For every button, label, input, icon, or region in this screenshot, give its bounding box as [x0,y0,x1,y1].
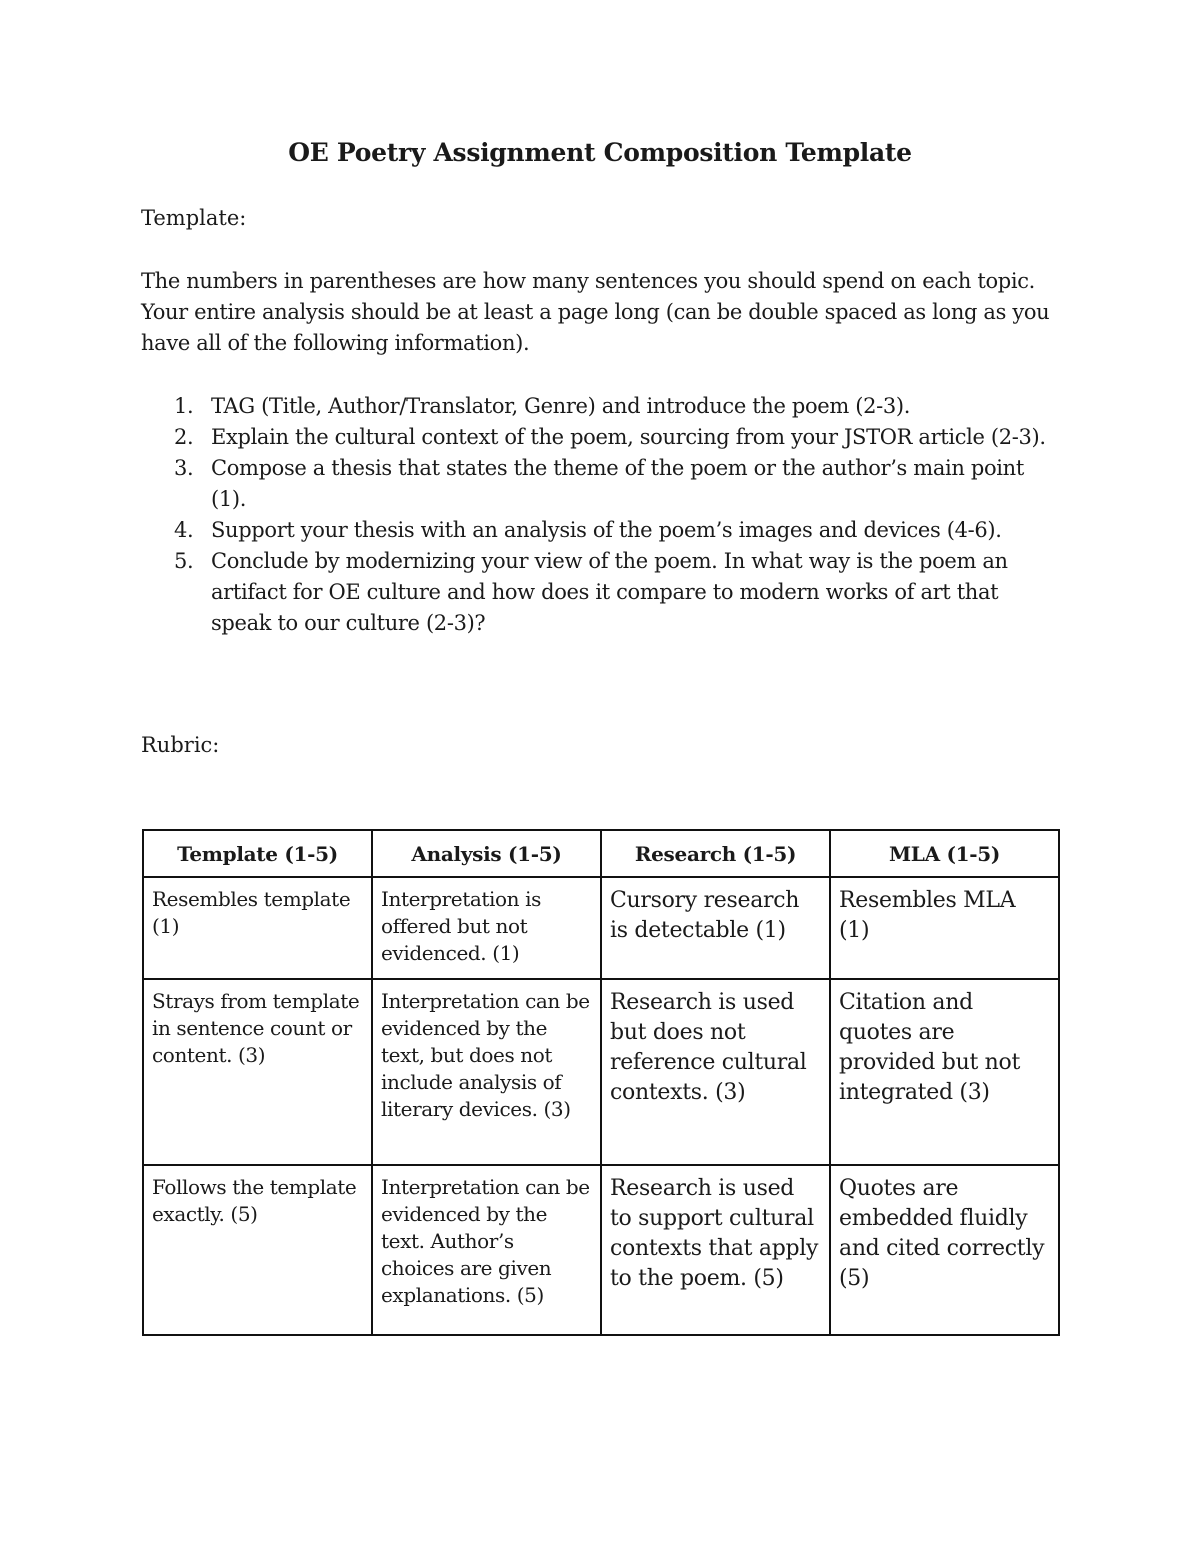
rubric-label: Rubric: [141,733,220,757]
header-research: Research (1-5) [601,830,830,877]
rubric-cell: Cursory research is detectable (1) [601,877,830,979]
rubric-cell: Interpretation can be evidenced by the text. Author’s choices are given explanations. (5) [372,1165,601,1335]
rubric-header-row [143,830,1059,877]
step-number: 3. [174,456,194,480]
step-text: TAG (Title, Author/Translator, Genre) and introduce the poem (2-3). [211,394,911,418]
rubric-cell: Resembles MLA (1) [830,877,1059,979]
steps-list [141,391,1061,639]
rubric-cell: Follows the template exactly. (5) [143,1165,372,1335]
intro-paragraph: The numbers in parentheses are how many sentences you should spend on each topic. Your entire analysis should be at least a page long (can be double spaced as long as you have all of the following information). [141,269,1050,355]
rubric-cell: Research is used to support cultural contexts that apply to the poem. (5) [601,1165,830,1335]
step-item [141,515,1061,546]
template-label: Template: [141,206,247,230]
rubric-row [143,979,1059,1165]
header-mla: MLA (1-5) [830,830,1059,877]
step-number: 2. [174,425,194,449]
step-number: 1. [174,394,194,418]
rubric-row [143,877,1059,979]
rubric-row [143,1165,1059,1335]
document-title: OE Poetry Assignment Composition Template [288,138,912,167]
step-item [141,453,1061,515]
rubric-cell: Research is used but does not reference cultural contexts. (3) [601,979,830,1165]
step-text: Support your thesis with an analysis of the poem’s images and devices (4-6). [211,518,1002,542]
step-text: Compose a thesis that states the theme of the poem or the author’s main point (1). [211,456,1024,511]
rubric-cell: Interpretation can be evidenced by the text, but does not include analysis of literary devices. (3) [372,979,601,1165]
header-template: Template (1-5) [143,830,372,877]
rubric-cell: Citation and quotes are provided but not integrated (3) [830,979,1059,1165]
step-item [141,422,1061,453]
header-analysis: Analysis (1-5) [372,830,601,877]
step-item [141,546,1061,639]
rubric-cell: Quotes are embedded fluidly and cited correctly (5) [830,1165,1059,1335]
step-text: Explain the cultural context of the poem, sourcing from your JSTOR article (2-3). [211,425,1046,449]
rubric-table [142,829,1060,1336]
step-number: 5. [174,549,194,573]
rubric-cell: Resembles template (1) [143,877,372,979]
step-text: Conclude by modernizing your view of the poem. In what way is the poem an artifact for OE culture and how does it compare to modern works of art that speak to our culture (2-3)? [211,549,1008,635]
step-number: 4. [174,518,194,542]
rubric-cell: Interpretation is offered but not evidenced. (1) [372,877,601,979]
rubric-cell: Strays from template in sentence count or content. (3) [143,979,372,1165]
step-item [141,391,1061,422]
